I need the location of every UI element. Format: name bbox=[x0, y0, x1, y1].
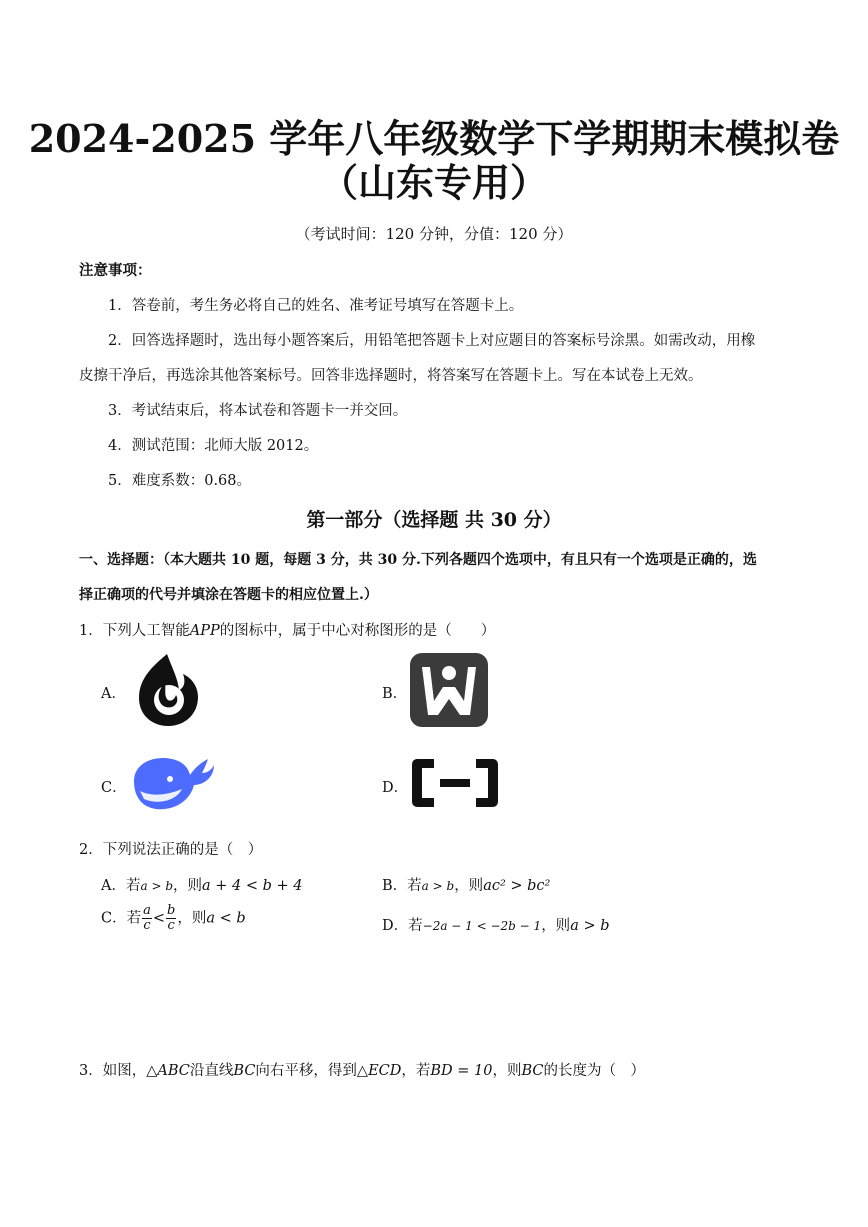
q1-option-c-label: C． bbox=[101, 780, 127, 796]
q3-mid2: 向右平移，得到 bbox=[255, 1063, 357, 1079]
part1-instructions-a: 一、选择题：（本大题共 10 题，每题 3 分，共 30 分.下列各题四个选项中，有且只有一个选项是正确的，选 bbox=[79, 552, 757, 568]
q2-c-frac2-den: c bbox=[167, 918, 175, 933]
q2-a-cond: a > b bbox=[140, 879, 174, 893]
notes-item-2b: 皮擦干净后，再选涂其他答案标号。回答非选择题时，将答案写在答题卡上。写在本试卷上无效。 bbox=[79, 368, 703, 384]
notes-heading: 注意事项： bbox=[79, 262, 152, 279]
q2-option-b bbox=[382, 874, 550, 895]
q1-stem-post: 的图标中，属于中心对称图形的是（ ） bbox=[219, 623, 496, 639]
q2-c-frac1-den: c bbox=[143, 918, 151, 933]
q2-b-label: B．若 bbox=[382, 878, 422, 894]
q3-end: 的长度为（ ） bbox=[543, 1063, 646, 1079]
q1-stem-pre: 1．下列人工智能 bbox=[79, 623, 190, 639]
q2-option-a bbox=[101, 874, 303, 895]
q2-c-frac2 bbox=[166, 904, 176, 933]
q1-option-b-label: B． bbox=[382, 686, 408, 702]
q3-mid3: ，若 bbox=[401, 1063, 431, 1079]
q3-bc2: BC bbox=[521, 1063, 544, 1079]
q2-a-then: ，则 bbox=[173, 878, 203, 894]
q2-d-cond: −2a − 1 < −2b − 1 bbox=[422, 919, 542, 933]
q2-a-result: a + 4 < b + 4 bbox=[202, 878, 303, 894]
notes-item-5: 5．难度系数：0.68。 bbox=[108, 473, 252, 489]
q1-option-d-label: D． bbox=[382, 780, 409, 796]
q2-c-frac1 bbox=[142, 904, 152, 933]
exam-title-line1: 2024-2025 学年八年级数学下学期期末模拟卷 bbox=[28, 116, 840, 161]
q2-d-then: ，则 bbox=[541, 918, 571, 934]
q2-c-frac1-num: a bbox=[143, 903, 151, 918]
q2-c-result: a < b bbox=[206, 910, 246, 927]
q3-stem bbox=[79, 1059, 645, 1080]
q3-eq: BD = 10 bbox=[430, 1063, 493, 1079]
q2-c-label: C．若 bbox=[101, 910, 142, 927]
q2-stem: 2．下列说法正确的是（ ） bbox=[79, 842, 263, 858]
q3-mid4: ，则 bbox=[492, 1063, 522, 1079]
flame-logo-icon bbox=[133, 652, 203, 728]
q2-a-label: A．若 bbox=[101, 878, 141, 894]
q1-option-a-label: A． bbox=[101, 686, 126, 702]
notes-item-1: 1．答卷前，考生务必将自己的姓名、准考证号填写在答题卡上。 bbox=[108, 298, 524, 314]
q3-tri1: △ABC bbox=[146, 1063, 190, 1079]
bracket-logo-icon bbox=[410, 757, 500, 809]
q3-num: 3．如图， bbox=[79, 1063, 147, 1079]
q2-b-then: ，则 bbox=[454, 878, 484, 894]
q3-bc1: BC bbox=[233, 1063, 256, 1079]
exam-info: （考试时间：120 分钟，分值：120 分） bbox=[295, 225, 573, 243]
notes-item-4: 4．测试范围：北师大版 2012。 bbox=[108, 438, 319, 454]
q1-stem-app: APP bbox=[189, 623, 220, 639]
part1-instructions-b: 择正确项的代号并填涂在答题卡的相应位置上.） bbox=[79, 587, 378, 603]
notes-item-2a: 2．回答选择题时，选出每小题答案后，用铅笔把答题卡上对应题目的答案标号涂黑。如需改动，用橡 bbox=[108, 333, 756, 349]
q2-c-frac2-num: b bbox=[167, 903, 176, 918]
q2-c-then: ，则 bbox=[177, 910, 207, 927]
q2-b-result: ac² > bc² bbox=[483, 878, 551, 894]
whale-logo-icon bbox=[130, 751, 216, 813]
q2-c-lt: < bbox=[152, 910, 166, 927]
q1-stem bbox=[79, 619, 495, 640]
q2-d-result: a > b bbox=[570, 918, 610, 934]
exam-title-line2: （山东专用） bbox=[319, 160, 548, 205]
q3-tri2: △ECD bbox=[356, 1063, 402, 1079]
q2-d-label: D．若 bbox=[382, 918, 423, 934]
q2-option-d bbox=[382, 914, 609, 935]
part1-title: 第一部分（选择题 共 30 分） bbox=[306, 509, 562, 531]
notes-item-3: 3．考试结束后，将本试卷和答题卡一并交回。 bbox=[108, 403, 408, 419]
w-logo-icon bbox=[410, 653, 488, 727]
q2-b-cond: a > b bbox=[421, 879, 455, 893]
q2-option-c bbox=[101, 904, 246, 933]
q3-mid1: 沿直线 bbox=[189, 1063, 234, 1079]
